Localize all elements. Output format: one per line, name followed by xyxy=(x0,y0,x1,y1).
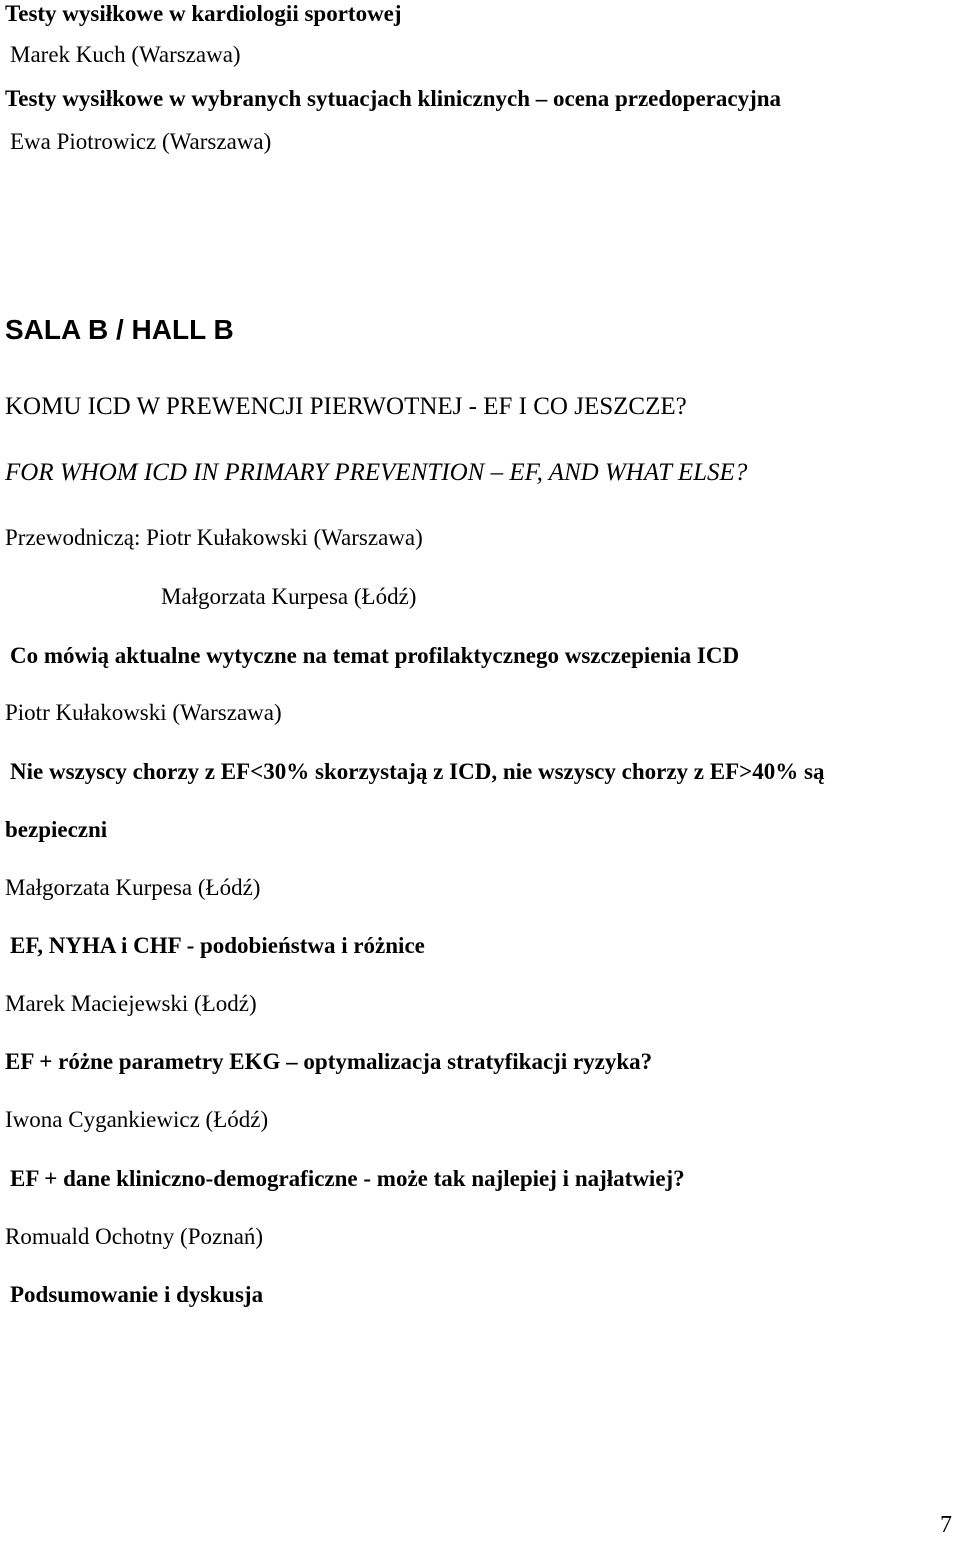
talk-speaker: Romuald Ochotny (Poznań) xyxy=(5,1224,264,1249)
talk-title: Nie wszyscy chorzy z EF<30% skorzystają z ICD, nie wszyscy chorzy z EF>40% są xyxy=(10,759,825,784)
talk-title-continuation: bezpieczni xyxy=(5,817,108,842)
talk-title: Testy wysiłkowe w kardiologii sportowej xyxy=(5,1,402,26)
session-title-en: FOR WHOM ICD IN PRIMARY PREVENTION – EF, AND WHAT ELSE? xyxy=(5,459,748,486)
chairs-line: Przewodniczą: Piotr Kułakowski (Warszawa) xyxy=(5,525,423,550)
page-number: 7 xyxy=(940,1512,952,1538)
talk-speaker: Iwona Cygankiewicz (Łódź) xyxy=(5,1107,269,1132)
talk-title: Testy wysiłkowe w wybranych sytuacjach klinicznych – ocena przedoperacyjna xyxy=(5,86,782,111)
talk-title: EF, NYHA i CHF - podobieństwa i różnice xyxy=(10,933,425,958)
talk-title: Co mówią aktualne wytyczne na temat profilaktycznego wszczepienia ICD xyxy=(10,643,740,668)
session-title-pl: KOMU ICD W PREWENCJI PIERWOTNEJ - EF I CO JESZCZE? xyxy=(5,393,687,420)
talk-speaker: Ewa Piotrowicz (Warszawa) xyxy=(10,129,272,154)
talk-title: EF + dane kliniczno-demograficzne - może tak najlepiej i najłatwiej? xyxy=(10,1166,685,1191)
closing-discussion: Podsumowanie i dyskusja xyxy=(10,1282,264,1307)
talk-speaker: Marek Maciejewski (Łodź) xyxy=(5,991,257,1016)
talk-speaker: Marek Kuch (Warszawa) xyxy=(10,42,241,67)
talk-speaker: Piotr Kułakowski (Warszawa) xyxy=(5,700,282,725)
talk-speaker: Małgorzata Kurpesa (Łódź) xyxy=(5,875,261,900)
talk-title: EF + różne parametry EKG – optymalizacja stratyfikacji ryzyka? xyxy=(5,1049,653,1074)
chair-second: Małgorzata Kurpesa (Łódź) xyxy=(161,584,417,609)
hall-heading: SALA B / HALL B xyxy=(5,314,234,345)
